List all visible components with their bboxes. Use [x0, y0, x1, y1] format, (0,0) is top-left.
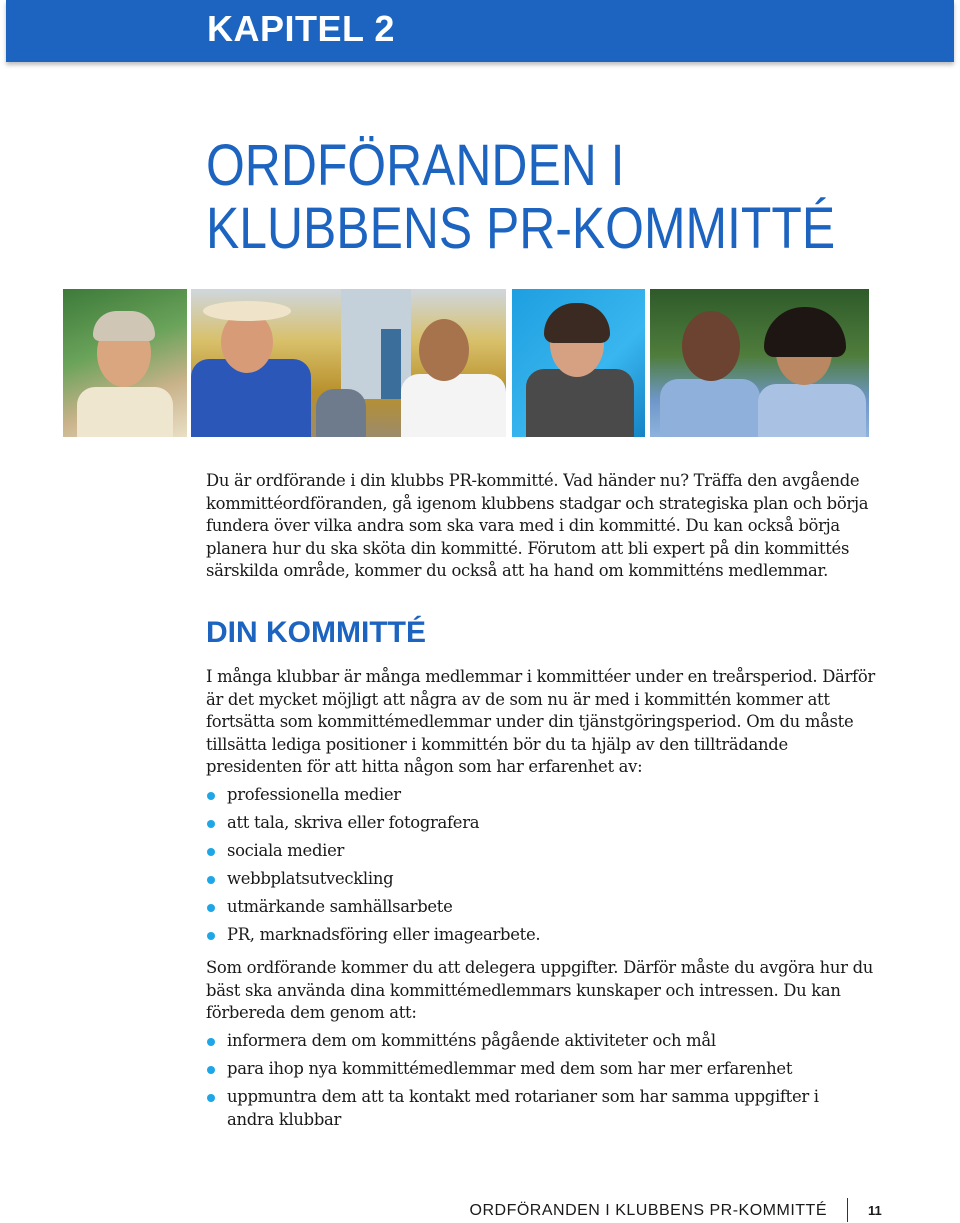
bullet-icon: [207, 932, 215, 940]
page-title-line-2: KLUBBENS PR-KOMMITTÉ: [206, 196, 836, 261]
page-number: 11: [868, 1203, 882, 1218]
section-heading: DIN KOMMITTÉ: [206, 616, 426, 649]
list-item: para ihop nya kommittémedlemmar med dem som har mer erfarenhet: [206, 1058, 866, 1081]
intro-paragraph: Du är ordförande i din klubbs PR-kommitté. Vad händer nu? Träffa den avgående kommittéordföranden, gå igenom klubbens stadgar och strategiska plan och börja fundera över vilka andra som ska vara med i din kommitté. Du kan också börja planera hur du ska sköta din kommitté. Förutom att bli expert på din kommittés särskilda område, kommer du också att ha hand om kommitténs medlemmar.: [206, 471, 869, 581]
preparation-list: [206, 1030, 866, 1137]
footer-running-title: ORDFÖRANDEN I KLUBBENS PR-KOMMITTÉ: [469, 1202, 827, 1219]
list-item: webbplatsutveckling: [206, 868, 866, 891]
page-title-line-1: ORDFÖRANDEN I: [206, 133, 625, 198]
list-item: informera dem om kommitténs pågående aktiviteter och mål: [206, 1030, 866, 1053]
committee-paragraph: I många klubbar är många medlemmar i kommittéer under en treårsperiod. Därför är det mycket möjligt att några av de som nu är med i kommittén kommer att fortsätta som kommittémedlemmar under din tjänstgöringsperiod. Om du måste tillsätta lediga positioner i kommittén bör du ta hjälp av den tillträdande presidenten för att hitta någon som har erfarenhet av:: [206, 667, 875, 777]
list-item: sociala medier: [206, 840, 866, 863]
bullet-icon: [207, 904, 215, 912]
list-item: uppmuntra dem att ta kontakt med rotarianer som har samma uppgifter i andra klubbar: [206, 1086, 866, 1131]
list-item: professionella medier: [206, 784, 866, 807]
list-item: PR, marknadsföring eller imagearbete.: [206, 924, 866, 947]
footer-divider: [847, 1198, 848, 1222]
chapter-label: KAPITEL 2: [207, 8, 395, 49]
photo-woman-speaking: [512, 289, 645, 437]
bullet-icon: [207, 1038, 215, 1046]
bullet-icon: [207, 1094, 215, 1102]
chapter-banner: [6, 0, 954, 62]
bullet-icon: [207, 848, 215, 856]
photo-men-in-village: [191, 289, 506, 437]
delegation-paragraph: Som ordförande kommer du att delegera uppgifter. Därför måste du avgöra hur du bäst ska använda dina kommittémedlemmars kunskaper och intressen. Du kan förbereda dem genom att:: [206, 958, 874, 1023]
bullet-icon: [207, 820, 215, 828]
experience-list: [206, 784, 866, 953]
list-item: utmärkande samhällsarbete: [206, 896, 866, 919]
bullet-icon: [207, 792, 215, 800]
photo-smiling-couple: [650, 289, 869, 437]
list-item: att tala, skriva eller fotografera: [206, 812, 866, 835]
bullet-icon: [207, 1066, 215, 1074]
photo-woman-portrait: [63, 289, 187, 437]
bullet-icon: [207, 876, 215, 884]
page-title: [206, 134, 835, 260]
